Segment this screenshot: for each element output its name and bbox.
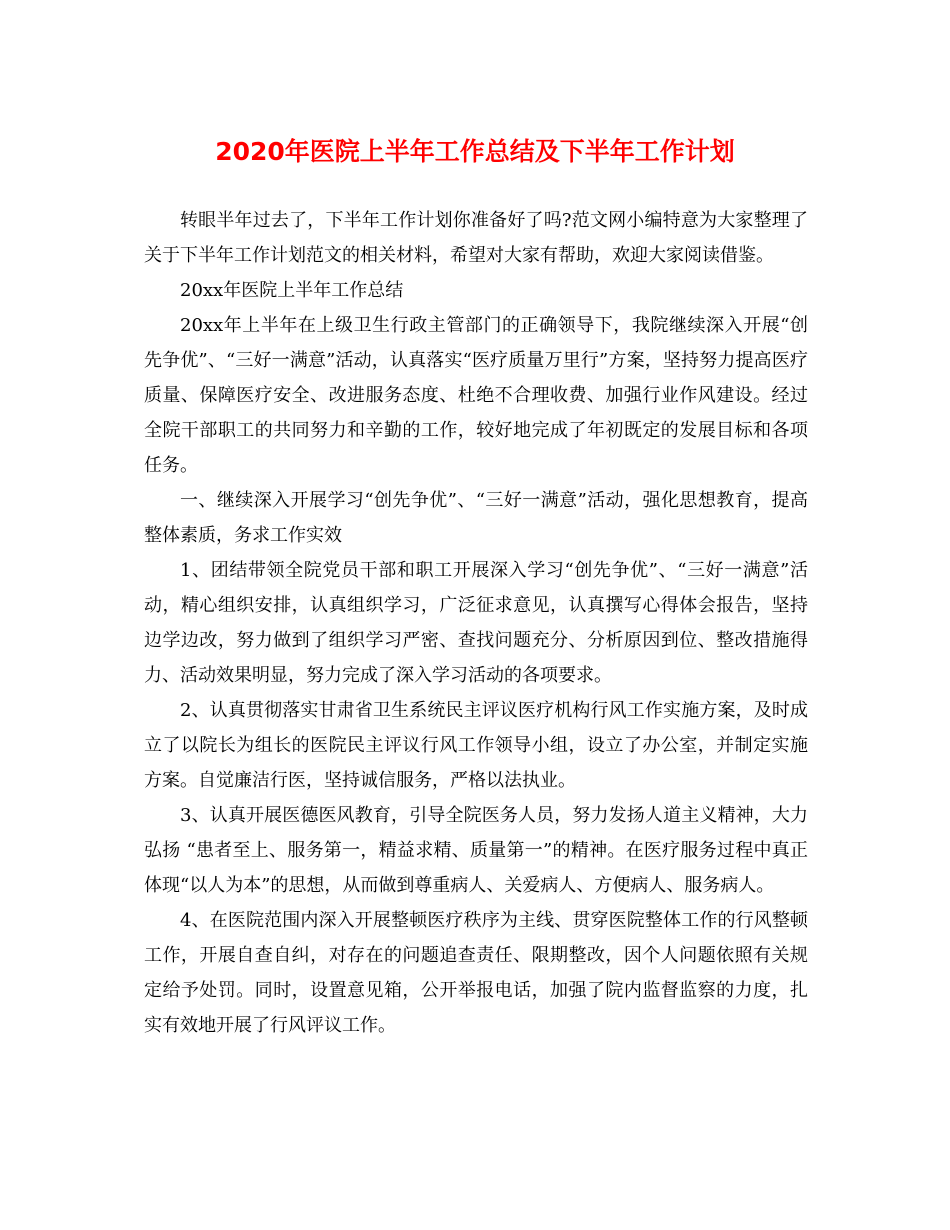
item-3-paragraph: 3、认真开展医德医风教育，引导全院医务人员，努力发扬人道主义精神，大力弘扬 “患者至上、服务第一，精益求精、质量第一”的精神。在医疗服务过程中真正体现“以人为本”的思想，从而做到尊重病人、关爱病人、方便病人、服务病人。 xyxy=(144,805,808,896)
item-1-paragraph: 1、团结带领全院党员干部和职工开展深入学习“创先争优”、“三好一满意”活动，精心组织安排，认真组织学习，广泛征求意见，认真撰写心得体会报告，坚持边学边改，努力做到了组织学习严密、查找问题充分、分析原因到位、整改措施得力、活动效果明显，努力完成了深入学习活动的各项要求。 xyxy=(144,560,808,686)
intro-paragraph: 转眼半年过去了，下半年工作计划你准备好了吗?范文网小编特意为大家整理了关于下半年工作计划范文的相关材料，希望对大家有帮助，欢迎大家阅读借鉴。 xyxy=(144,210,808,266)
section-one-heading: 一、继续深入开展学习“创先争优”、“三好一满意”活动，强化思想教育，提高整体素质，务求工作实效 xyxy=(144,490,808,546)
item-4-paragraph: 4、在医院范围内深入开展整顿医疗秩序为主线、贯穿医院整体工作的行风整顿工作，开展自查自纠，对存在的问题追查责任、限期整改，因个人问题依照有关规定给予处罚。同时，设置意见箱，公开举报电话，加强了院内监督监察的力度，扎实有效地开展了行风评议工作。 xyxy=(144,910,808,1036)
item-2-paragraph: 2、认真贯彻落实甘肃省卫生系统民主评议医疗机构行风工作实施方案，及时成立了以院长为组长的医院民主评议行风工作领导小组，设立了办公室，并制定实施方案。自觉廉洁行医，坚持诚信服务，严格以法执业。 xyxy=(144,700,808,791)
document-title: 2020年医院上半年工作总结及下半年工作计划 xyxy=(215,137,735,166)
summary-paragraph: 20xx年上半年在上级卫生行政主管部门的正确领导下，我院继续深入开展“创先争优”、“三好一满意”活动，认真落实“医疗质量万里行”方案，坚持努力提高医疗质量、保障医疗安全、改进服务态度、杜绝不合理收费、加强行业作风建设。经过全院干部职工的共同努力和辛勤的工作，较好地完成了年初既定的发展目标和各项任务。 xyxy=(144,315,808,476)
section-heading: 20xx年医院上半年工作总结 xyxy=(180,280,404,301)
document-body xyxy=(144,203,808,1043)
